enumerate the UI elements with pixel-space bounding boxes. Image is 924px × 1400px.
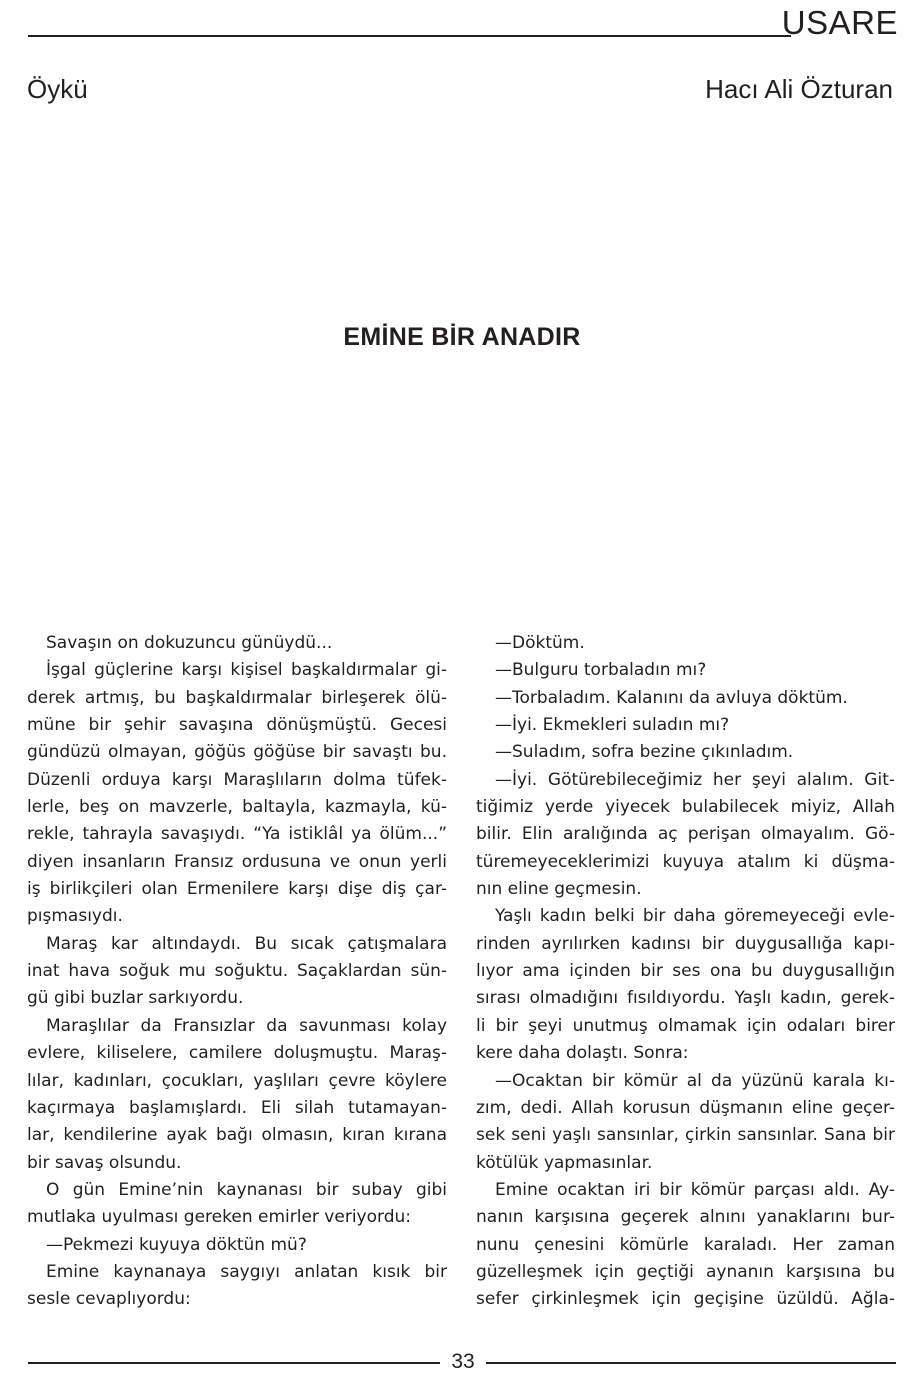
text-line: türemeyeceklerimizi kuyuya atalım ki düşma- — [476, 851, 895, 872]
text-line: —Bulguru torbaladın mı? — [495, 660, 707, 681]
text-line: kötülük yapmasınlar. — [476, 1152, 653, 1173]
text-line: derek artmış, bu başkaldırmalar birleşerek ölü- — [27, 687, 447, 708]
text-line: evlere, kiliselere, camilere doluşmuştu. Maraş- — [27, 1043, 447, 1064]
text-line: Maraşlılar da Fransızlar da savunması kolay — [46, 1015, 447, 1036]
text-line: —Torbaladım. Kalanını da avluya döktüm. — [495, 687, 848, 708]
text-line: rinden ayrılırken kadınsı bir duygusallığa kapı- — [476, 933, 895, 954]
left-text-column — [27, 630, 447, 1314]
footer-rule-left — [28, 1362, 440, 1364]
text-line: nunu çenesini kömürle karaladı. Her zaman — [476, 1234, 895, 1255]
text-line: gü gibi buzlar sarkıyordu. — [27, 988, 244, 1009]
text-line: pışmasıydı. — [27, 906, 123, 927]
text-line: Emine ocaktan iri bir kömür parçası aldı. Ay- — [495, 1179, 895, 1200]
text-line: tiğimiz yerde yiyecek bulabilecek miyiz, Allah — [476, 797, 895, 818]
page-number: 33 — [451, 1350, 475, 1373]
section-label: Öykü — [27, 74, 88, 104]
text-line: —Döktüm. — [495, 633, 585, 653]
text-line: lar, kendilerine ayak bağı olmasın, kıran kırana — [27, 1125, 447, 1146]
text-line: sesle cevaplıyordu: — [27, 1289, 191, 1310]
text-line: nın eline geçmesin. — [476, 879, 642, 900]
right-text-column — [476, 630, 895, 1314]
text-line: Düzenli orduya karşı Maraşlıların dolma tüfek- — [27, 769, 447, 790]
text-line: Savaşın on dokuzuncu günüydü... — [46, 633, 333, 653]
magazine-title: USARE — [781, 4, 898, 41]
text-line: müne bir şehir savaşına dönüşmüştü. Gecesi — [27, 715, 447, 736]
text-line: diyen insanların Fransız ordusuna ve onun yerli — [27, 851, 447, 872]
text-line: zım, dedi. Allah korusun düşmanın eline geçer- — [476, 1097, 895, 1118]
text-line: iş birlikçileri olan Ermenilere karşı dişe diş çar- — [27, 879, 447, 900]
text-line: inat hava soğuk mu soğuktu. Saçaklardan sün- — [27, 961, 447, 982]
text-line: sırası olmadığını fısıldıyordu. Yaşlı kadın, gerek- — [476, 988, 895, 1009]
text-line: —Suladım, sofra bezine çıkınladım. — [495, 742, 794, 763]
text-line: lerle, beş on mavzerle, baltayla, kazmayla, kü- — [27, 797, 447, 818]
text-line: li bir şeyi unutmuş olmamak için odaları birer — [476, 1015, 895, 1036]
text-line: nanın karşısına geçerek alnını yanaklarını bur- — [476, 1207, 895, 1228]
text-line: İşgal güçlerine karşı kişisel başkaldırmalar gi- — [46, 660, 447, 681]
text-line: bilir. Elin aralığında aç perişan olmayalım. Gö- — [476, 824, 895, 845]
text-line: O gün Emine’nin kaynanası bir subay gibi — [46, 1179, 447, 1200]
text-line: mutlaka uyulması gereken emirler veriyordu: — [27, 1207, 411, 1228]
text-line: —Pekmezi kuyuya döktün mü? — [46, 1234, 307, 1255]
text-line: sek seni yaşlı sansınlar, çirkin sansınlar. Sana bir — [476, 1125, 895, 1146]
text-line: kere daha dolaştı. Sonra: — [476, 1043, 689, 1064]
text-line: rekle, tahrayla savaşıydı. “Ya istiklâl ya ölüm...” — [27, 824, 447, 845]
text-line: lılar, kadınları, çocukları, yaşlıları çevre köylere — [27, 1070, 447, 1091]
footer-rule-right — [486, 1362, 896, 1364]
text-line: —İyi. Götürebileceğimiz her şeyi alalım. Git- — [495, 769, 895, 790]
text-line: Yaşlı kadın belki bir daha göremeyeceği evle- — [495, 906, 895, 927]
text-line: Maraş kar altındaydı. Bu sıcak çatışmalara — [46, 933, 447, 954]
header-rule — [28, 35, 791, 37]
author-name: Hacı Ali Özturan — [705, 74, 893, 104]
story-title: EMİNE BİR ANADIR — [343, 323, 581, 351]
text-line: Emine kaynanaya saygıyı anlatan kısık bir — [46, 1261, 447, 1282]
text-line: sefer çirkinleşmek için geçişine üzüldü. Ağla- — [476, 1289, 895, 1310]
text-line: gündüzü olmayan, göğüs göğüse bir savaştı bu. — [27, 742, 447, 763]
text-line: kaçırmaya başlamışlardı. Eli silah tutamayan- — [27, 1097, 447, 1118]
text-line: güzelleşmek için geçtiği aynanın karşısına bu — [476, 1261, 895, 1282]
text-line: lıyor ama içinden bir ses ona bu duygusallığın — [476, 961, 895, 982]
text-line: —İyi. Ekmekleri suladın mı? — [495, 715, 730, 736]
text-line: —Ocaktan bir kömür al da yüzünü karala kı- — [495, 1070, 895, 1091]
text-line: bir savaş olsundu. — [27, 1152, 182, 1173]
